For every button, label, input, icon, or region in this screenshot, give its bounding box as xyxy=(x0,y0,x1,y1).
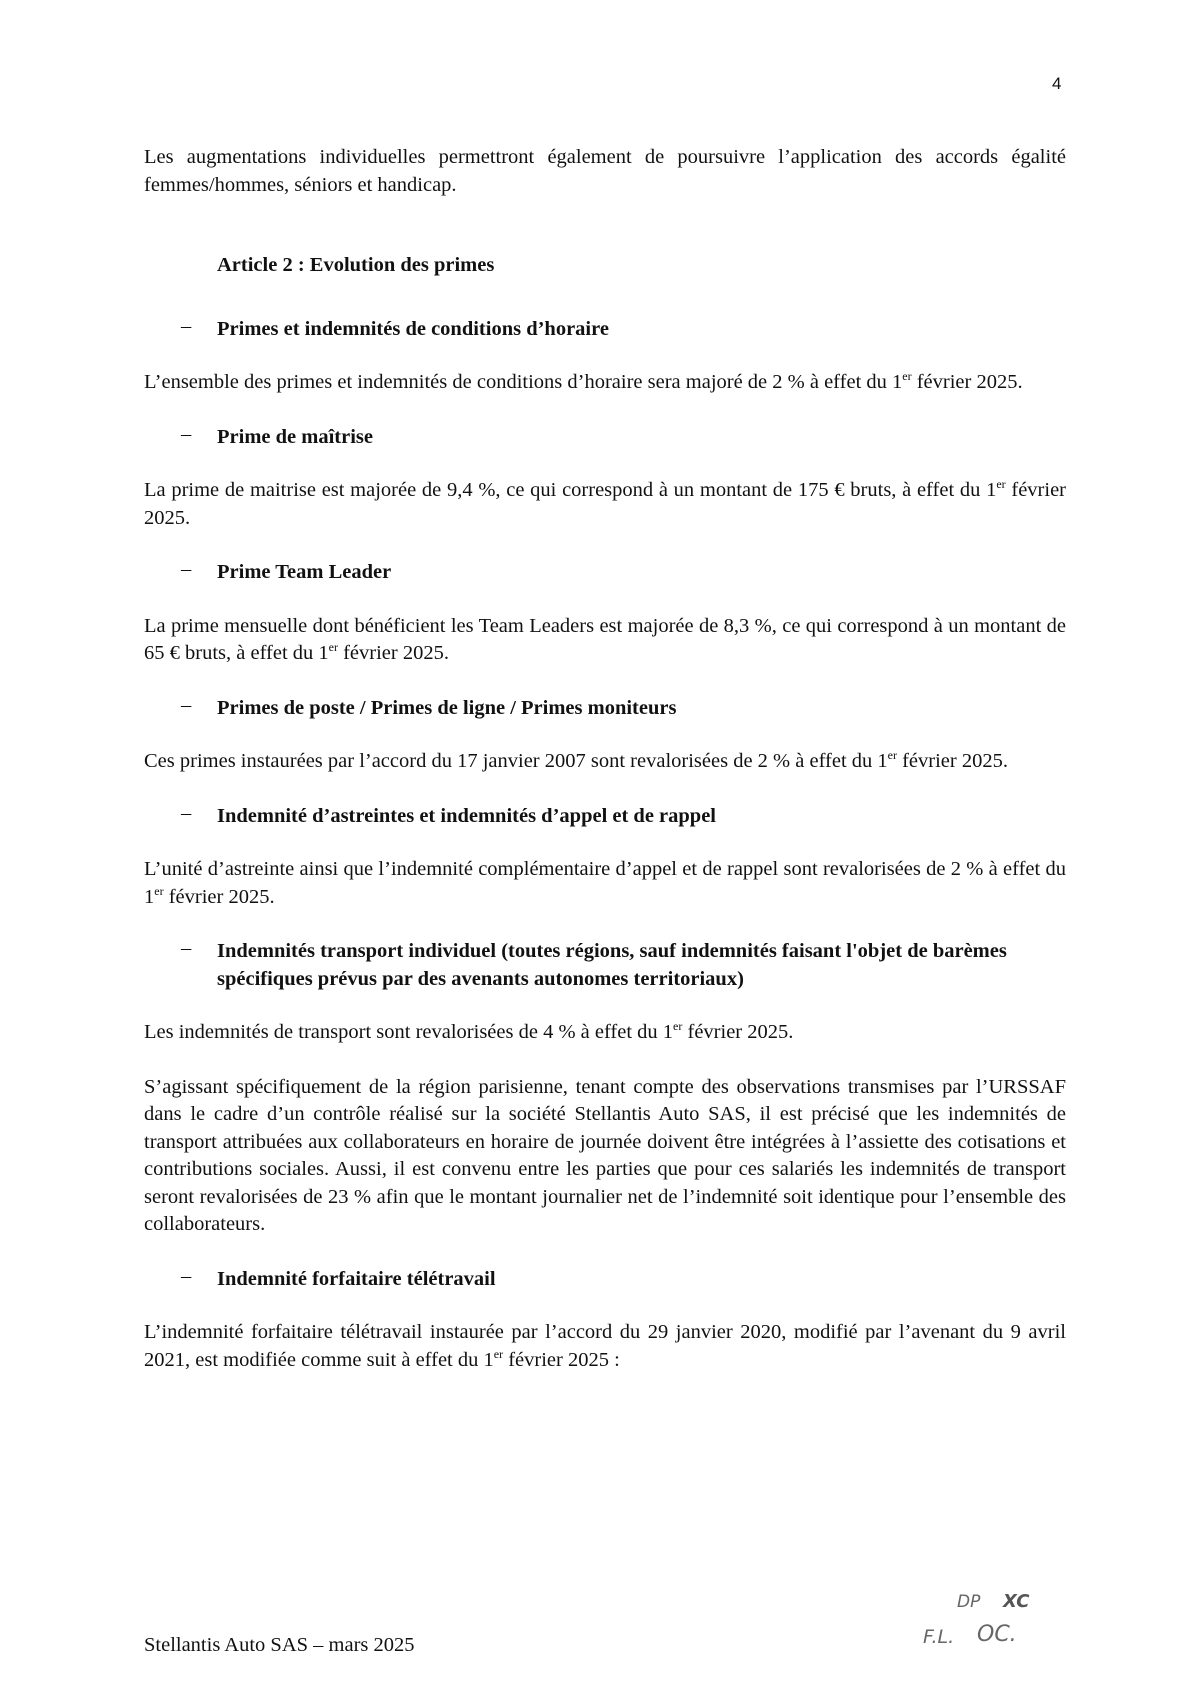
initials-xc: XC xyxy=(1003,1591,1030,1612)
initials-dp: DP xyxy=(957,1592,981,1612)
ordinal-superscript: er xyxy=(154,883,164,898)
ordinal-superscript: er xyxy=(328,640,338,654)
list-dash: – xyxy=(181,314,192,337)
initials-fl: F.L. xyxy=(923,1626,955,1648)
section-paragraph: La prime de maitrise est majorée de 9,4 %, ce qui correspond à un montant de 175 € bruts, à effet du 1er février 2025. xyxy=(144,477,1066,529)
section-heading-text: Indemnités transport individuel (toutes régions, sauf indemnités faisant l'objet de barèmes spécifiques prévus par des avenants autonomes territoriaux) xyxy=(217,940,1007,990)
section-paragraph: L’indemnité forfaitaire télétravail instaurée par l’accord du 29 janvier 2020, modifié par l’avenant du 9 avril 2021, est modifiée comme suit à effet du 1er février 2025 : xyxy=(144,1321,1066,1371)
page-number: 4 xyxy=(1052,74,1062,93)
section-heading-text: Primes et indemnités de conditions d’horaire xyxy=(217,317,609,340)
section-heading-text: Prime Team Leader xyxy=(217,561,392,583)
section-heading xyxy=(181,1264,1066,1294)
list-dash: – xyxy=(181,937,192,959)
list-dash: – xyxy=(181,558,192,580)
section-heading xyxy=(181,937,1066,993)
sections-container xyxy=(144,316,1066,1375)
section-heading xyxy=(181,693,1066,723)
section-heading xyxy=(181,314,1066,344)
section-heading-text: Indemnité d’astreintes et indemnités d’appel et de rappel xyxy=(217,804,717,827)
section-paragraph: S’agissant spécifiquement de la région parisienne, tenant compte des observations transmises par l’URSSAF dans le cadre d’un contrôle réalisé sur la société Stellantis Auto SAS, il est précisé que les indemnités de transport attribuées aux collaborateurs en horaire de journée doivent être intégrées à l’assiette des cotisations et contributions sociales. Aussi, il est convenu entre les parties que pour ces salariés les indemnités de transport seront revalorisées de 23 % afin que le montant journalier net de l’indemnité soit identique pour l’ensemble des collaborateurs. xyxy=(144,1075,1066,1235)
section-heading xyxy=(181,801,1066,831)
section-heading-text: Indemnité forfaitaire télétravail xyxy=(217,1267,496,1290)
list-dash: – xyxy=(181,801,192,824)
section-paragraph: L’unité d’astreinte ainsi que l’indemnité complémentaire d’appel et de rappel sont revalorisées de 2 % à effet du 1er février 2025. xyxy=(144,858,1066,908)
list-dash: – xyxy=(181,1264,192,1287)
list-dash: – xyxy=(181,693,192,716)
section-heading-text: Primes de poste / Primes de ligne / Primes moniteurs xyxy=(217,696,677,719)
ordinal-superscript: er xyxy=(887,748,897,762)
section-paragraph: Ces primes instaurées par l’accord du 17 janvier 2007 sont revalorisées de 2 % à effet du 1er février 2025. xyxy=(144,748,1008,772)
intro-paragraph: Les augmentations individuelles permettront également de poursuivre l’application des accords égalité femmes/hommes, séniors et handicap. xyxy=(144,146,1066,196)
handwritten-initials xyxy=(895,1585,1085,1665)
ordinal-superscript: er xyxy=(493,1346,504,1361)
page-footer: Stellantis Auto SAS – mars 2025 xyxy=(144,1634,415,1656)
section-heading xyxy=(181,422,1066,452)
ordinal-superscript: er xyxy=(996,477,1006,491)
list-dash: – xyxy=(181,422,192,445)
section-paragraph: L’ensemble des primes et indemnités de conditions d’horaire sera majoré de 2 % à effet du 1er février 2025. xyxy=(144,369,1023,393)
article-title: Article 2 : Evolution des primes xyxy=(217,254,495,276)
ordinal-superscript: er xyxy=(902,369,912,383)
section-heading-text: Prime de maîtrise xyxy=(217,425,373,448)
document-body xyxy=(144,144,1066,1401)
ordinal-superscript: er xyxy=(673,1019,683,1033)
initials-oc: OC. xyxy=(977,1622,1017,1647)
section-heading xyxy=(181,558,1066,587)
section-paragraph: Les indemnités de transport sont revalorisées de 4 % à effet du 1er février 2025. xyxy=(144,1019,794,1043)
section-paragraph: La prime mensuelle dont bénéficient les Team Leaders est majorée de 8,3 %, ce qui correspond à un montant de 65 € bruts, à effet du 1er février 2025. xyxy=(144,614,1066,664)
